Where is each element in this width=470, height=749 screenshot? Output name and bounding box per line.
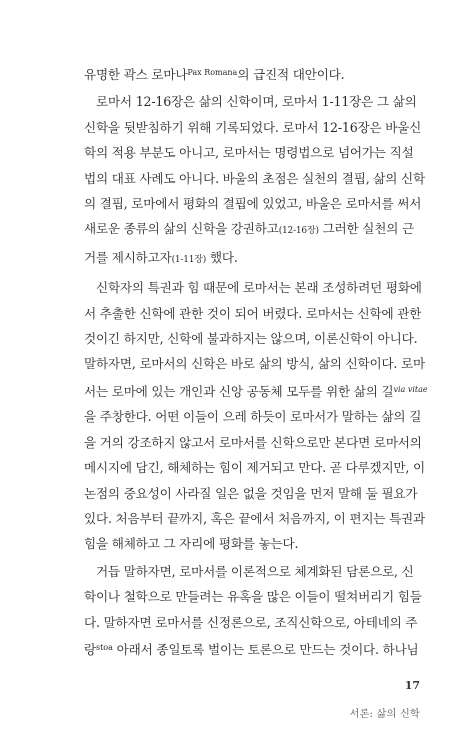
page-number: 17 — [404, 679, 420, 692]
running-footer: 서론: 삶의 신학 — [349, 709, 420, 720]
text-line: 신학을 뒷받침하기 위해 기록되었다. 로마서 12-16장은 바울신 — [84, 119, 422, 135]
text-run: 새로운 종류의 삶의 신학을 강권하고 — [84, 221, 279, 237]
text-line: 논점의 중요성이 사라질 일은 없을 것임을 먼저 말해 둘 필요가 — [84, 485, 418, 501]
text-line: 을 거의 강조하지 않고서 로마서를 신학으로만 본다면 로마서의 — [84, 434, 422, 450]
text-line: 신학자의 특권과 힘 때문에 로마서는 본래 조성하려던 평화에 — [96, 280, 422, 296]
text-run: 서는 로마에 있는 개인과 신앙 공동체 모두를 위한 삶의 길 — [84, 383, 394, 399]
chapter-reference: (1-11장) — [171, 254, 207, 265]
text-line: 서 추출한 신학에 관한 것이 되어 버렸다. 로마서는 신학에 관한 — [84, 305, 422, 321]
text-line: 다. 말하자면 로마서를 신정론으로, 조직신학으로, 아테네의 주 — [84, 614, 418, 630]
chapter-reference: (12-16장) — [278, 226, 319, 237]
text-line — [84, 245, 403, 273]
text-line: 학의 적용 부분도 아니고, 로마서는 명령법으로 넘어가는 직설 — [84, 145, 414, 161]
paragraph — [84, 275, 428, 556]
text-line — [84, 635, 419, 662]
greek-gloss: stoa — [95, 642, 113, 652]
text-line: 있다. 처음부터 끝까지, 혹은 끝에서 처음까지, 이 편지는 특권과 — [84, 510, 425, 526]
text-line: 거듭 말하자면, 로마서를 이론적으로 체계화된 담론으로, 신 — [96, 563, 414, 579]
text-line — [84, 377, 428, 404]
text-run: 했다. — [206, 249, 238, 265]
text-line: 학이나 철학으로 만들려는 유혹을 많은 이들이 떨쳐버리기 힘들 — [84, 589, 422, 605]
text-run: 의 급진적 대안이다. — [237, 67, 345, 82]
text-line: 의 결핍, 로마에서 평화의 결핍에 있었고, 바울은 로마서를 써서 — [84, 196, 422, 212]
latin-gloss: via vitae — [393, 384, 428, 394]
text-line: 메시지에 담긴, 해체하는 힘이 제거되고 만다. 곧 다루겠지만, 이 — [84, 460, 425, 476]
latin-gloss: Pax Romana — [187, 68, 238, 77]
body-text — [84, 60, 428, 664]
text-line: 것이긴 하지만, 신학에 불과하지는 않으며, 이론신학이 아니다. — [84, 331, 418, 347]
text-line: 말하자면, 로마서의 신학은 바로 삶의 방식, 삶의 신학이다. 로마 — [84, 356, 425, 372]
text-line: 로마서 12-16장은 삶의 신학이며, 로마서 1-11장은 그 삶의 — [96, 94, 417, 110]
paragraph-continuation — [84, 60, 403, 87]
text-run: 거를 제시하고자 — [84, 249, 172, 265]
text-run: 유명한 곽스 로마나 — [84, 67, 188, 82]
text-run: 아래서 종일토록 벌이는 토론으로 만드는 것이다. 하나님 — [112, 641, 419, 657]
text-line: 을 주창한다. 어떤 이들이 으레 하듯이 로마서가 말하는 삶의 길 — [84, 409, 422, 425]
paragraph — [84, 89, 425, 273]
text-line — [84, 60, 403, 87]
text-line: 힘을 해체하고 그 자리에 평화를 놓는다. — [84, 536, 299, 552]
paragraph — [84, 559, 422, 663]
text-run: 랑 — [84, 641, 96, 657]
text-run: 그러한 실천의 근 — [318, 221, 414, 237]
text-line — [84, 216, 414, 244]
text-line: 법의 대표 사례도 아니다. 바울의 초점은 실천의 결핍, 삶의 신학 — [84, 170, 425, 186]
